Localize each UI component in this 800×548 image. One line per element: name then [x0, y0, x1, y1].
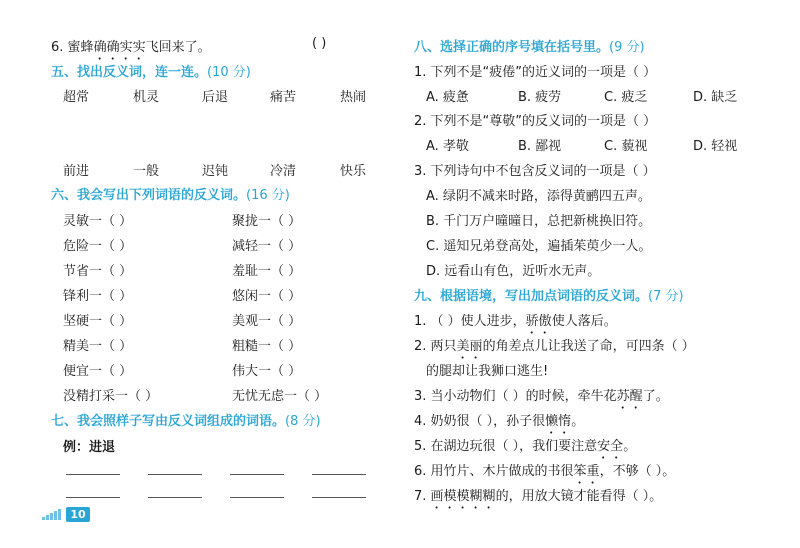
question-stem[interactable]: 1. 下列不是“疲倦”的近义词的一项是（ ）: [414, 65, 657, 80]
antonym-item[interactable]: 锋利一（ ）: [63, 289, 133, 304]
antonym-item[interactable]: 聚拢一（ ）: [232, 214, 302, 229]
dotted-words: 懒惰: [545, 414, 572, 429]
match-top-word[interactable]: 热闹: [340, 90, 367, 105]
antonym-item[interactable]: 危险一（ ）: [63, 239, 133, 254]
example-text: 例：进退: [63, 440, 116, 455]
option[interactable]: A. 孝敬: [426, 139, 469, 154]
option[interactable]: D. 轻视: [693, 139, 738, 154]
antonym-item[interactable]: 伟大一（ ）: [232, 364, 302, 379]
sentence-7[interactable]: 7. 画模模糊糊的，用放大镜才能看得（ ）。: [414, 489, 663, 504]
option[interactable]: A. 疲惫: [426, 90, 469, 105]
answer-line[interactable]: [66, 497, 120, 498]
dotted-words: 骄傲: [525, 314, 552, 329]
option[interactable]: D. 远看山有色，近听水无声。: [426, 264, 601, 279]
dotted-words: 苏醒: [616, 389, 643, 404]
sentence-2[interactable]: 2. 两只美丽的角差点儿让我送了命，可四条（ ）: [414, 339, 695, 354]
antonym-item[interactable]: 精美一（ ）: [63, 339, 133, 354]
section-6-title: 六、我会写出下列词语的反义词。(16 分): [51, 188, 290, 203]
sentence-3[interactable]: 3. 当小动物们（ ）的时候，牵牛花苏醒了。: [414, 389, 669, 404]
sentence-1[interactable]: 1. （ ）使人进步，骄傲使人落后。: [414, 314, 617, 329]
dotted-words: 笨重: [573, 464, 600, 479]
page-number: 10: [66, 507, 90, 522]
antonym-item[interactable]: 减轻一（ ）: [232, 239, 302, 254]
answer-line[interactable]: [230, 497, 284, 498]
match-top-word[interactable]: 机灵: [133, 90, 160, 105]
dotted-words: 画模模糊糊: [430, 489, 496, 504]
section-9-title: 九、根据语境，写出加点词语的反义词。(7 分): [414, 289, 684, 304]
question-stem[interactable]: 3. 下列诗句中不包含反义词的一项是（ ）: [414, 164, 656, 179]
antonym-item[interactable]: 无忧无虑一（ ）: [232, 389, 328, 404]
match-bottom-word[interactable]: 冷清: [270, 164, 297, 179]
option[interactable]: D. 缺乏: [693, 90, 738, 105]
antonym-item[interactable]: 坚硬一（ ）: [63, 314, 133, 329]
match-bottom-word[interactable]: 迟钝: [202, 164, 229, 179]
section-7-title: 七、我会照样子写由反义词组成的词语。(8 分): [51, 414, 321, 429]
sentence-2-cont[interactable]: 的腿却让我狮口逃生!: [426, 364, 549, 379]
option[interactable]: A. 绿阴不减来时路，添得黄鹂四五声。: [426, 189, 651, 204]
option[interactable]: C. 疲乏: [604, 90, 648, 105]
option[interactable]: C. 藐视: [604, 139, 648, 154]
answer-line[interactable]: [312, 497, 366, 498]
section-5-title: 五、找出反义词，连一连。(10 分): [51, 65, 251, 80]
answer-line[interactable]: [148, 497, 202, 498]
question-stem[interactable]: 2. 下列不是“尊敬”的反义词的一项是（ ）: [414, 114, 657, 129]
match-bottom-word[interactable]: 前进: [63, 164, 90, 179]
option[interactable]: B. 疲劳: [518, 90, 562, 105]
answer-line[interactable]: [66, 474, 120, 475]
item-6: 6. 蜜蜂确确实实飞回来了。: [51, 40, 211, 55]
antonym-item[interactable]: 羞耻一（ ）: [232, 264, 302, 279]
antonym-item[interactable]: 灵敏一（ ）: [63, 214, 133, 229]
dotted-words: 美丽: [456, 339, 483, 354]
antonym-item[interactable]: 便宜一（ ）: [63, 364, 133, 379]
page-bars-decoration: [42, 508, 64, 520]
match-bottom-word[interactable]: 快乐: [340, 164, 367, 179]
option[interactable]: C. 遥知兄弟登高处，遍插茱萸少一人。: [426, 239, 652, 254]
dotted-words: 确确实实: [93, 40, 146, 55]
antonym-item[interactable]: 节省一（ ）: [63, 264, 133, 279]
sentence-6[interactable]: 6. 用竹片、木片做成的书很笨重，不够（ ）。: [414, 464, 676, 479]
match-top-word[interactable]: 后退: [202, 90, 229, 105]
answer-line[interactable]: [312, 474, 366, 475]
match-top-word[interactable]: 痛苦: [270, 90, 297, 105]
dotted-words: 安全: [597, 439, 624, 454]
answer-line[interactable]: [230, 474, 284, 475]
answer-line[interactable]: [148, 474, 202, 475]
antonym-item[interactable]: 悠闲一（ ）: [232, 289, 302, 304]
option[interactable]: B. 千门万户曈曈日，总把新桃换旧符。: [426, 214, 652, 229]
section-8-title: 八、选择正确的序号填在括号里。(9 分): [414, 40, 645, 55]
sentence-5[interactable]: 5. 在湖边玩很（ ），我们要注意安全。: [414, 439, 637, 454]
antonym-item[interactable]: 粗糙一（ ）: [232, 339, 302, 354]
match-top-word[interactable]: 超常: [63, 90, 90, 105]
item-6-paren[interactable]: ( ): [312, 36, 327, 51]
antonym-item[interactable]: 美观一（ ）: [232, 314, 302, 329]
match-bottom-word[interactable]: 一般: [133, 164, 160, 179]
option[interactable]: B. 鄙视: [518, 139, 562, 154]
sentence-4[interactable]: 4. 奶奶很（ ），孙子很懒惰。: [414, 414, 585, 429]
antonym-item[interactable]: 没精打采一（ ）: [63, 389, 159, 404]
